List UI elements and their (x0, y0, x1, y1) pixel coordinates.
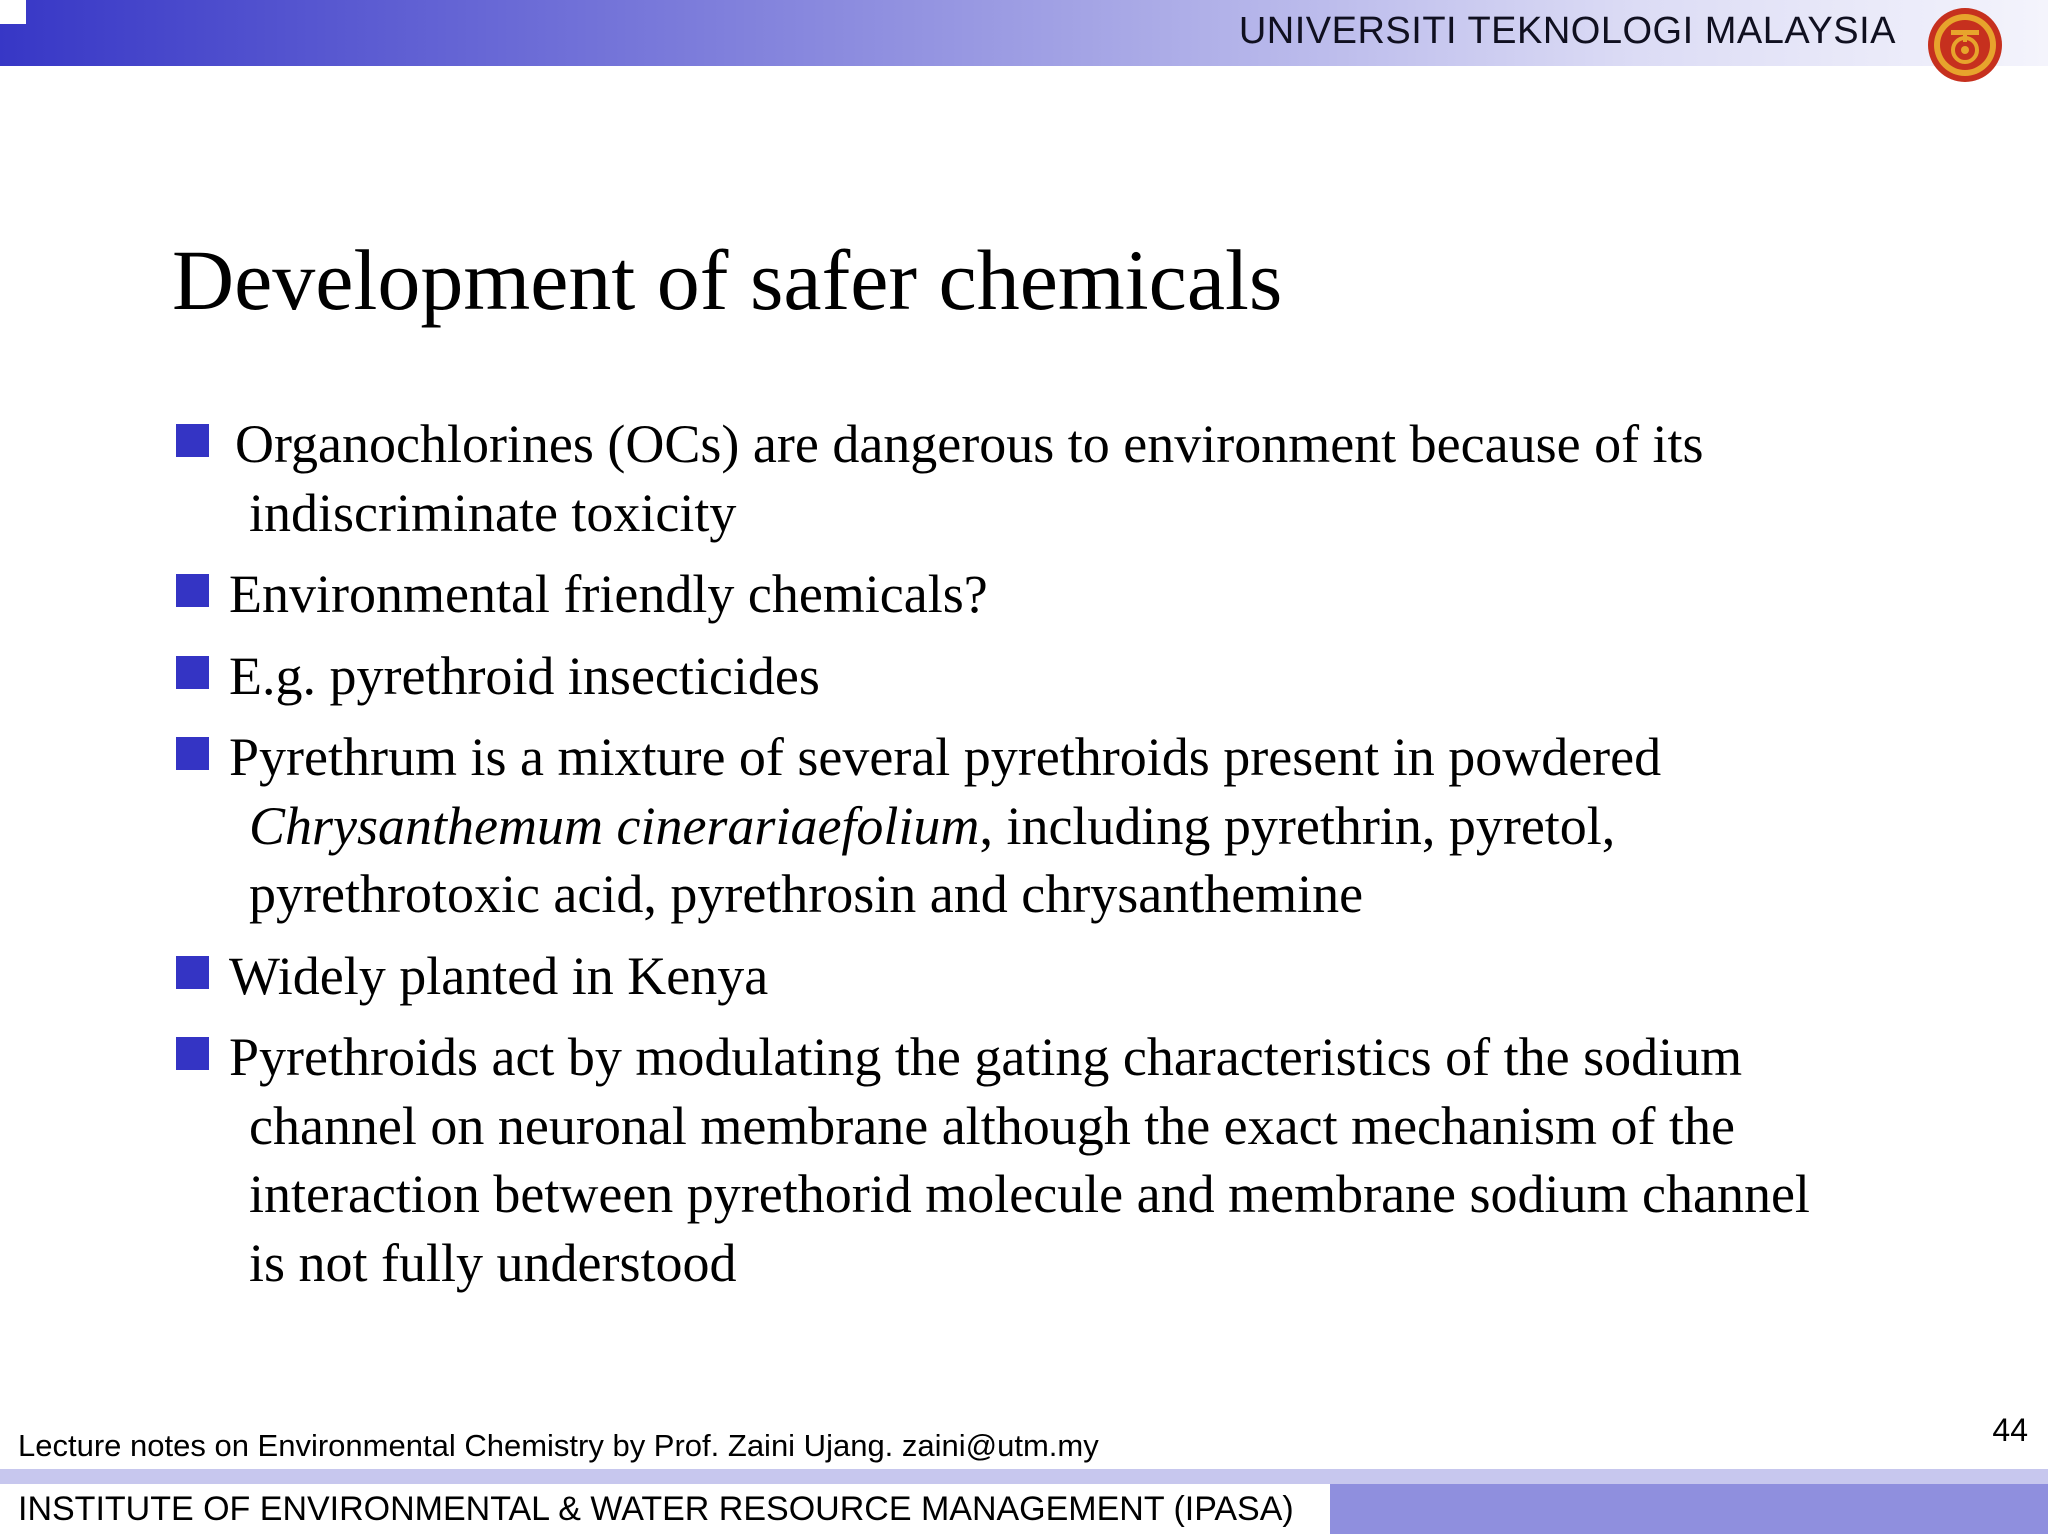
bullet-text: Widely planted in Kenya (229, 945, 769, 1006)
bullet-text: channel on neuronal membrane although the exact mechanism of the (249, 1095, 1735, 1156)
institute-name: INSTITUTE OF ENVIRONMENTAL & WATER RESOURCE MANAGEMENT (IPASA) (18, 1490, 1294, 1528)
bullet-item (176, 942, 1976, 1011)
bullet-text: is not fully understood (249, 1232, 737, 1293)
bullet-text: E.g. pyrethroid insecticides (229, 645, 820, 706)
bullet-text-line (229, 792, 1976, 861)
bullet-square-icon (176, 1037, 209, 1070)
bullet-item (176, 1023, 1976, 1297)
bullet-item (176, 723, 1976, 929)
bullet-item (176, 560, 1976, 629)
bullet-square-icon (176, 737, 209, 770)
bullet-text: interaction between pyrethorid molecule and membrane sodium channel (249, 1164, 1810, 1224)
bullet-square-icon (176, 424, 209, 457)
header-notch (0, 0, 26, 24)
species-name: Chrysanthemum cinerariaefolium (249, 795, 980, 856)
bullet-text: pyrethrotoxic acid, pyrethrosin and chrysanthemine (249, 864, 1364, 924)
footer-bar (0, 1469, 2048, 1484)
bullet-item (176, 410, 1976, 547)
bullet-text: Pyrethrum is a mixture of several pyrethroids present in powdered (229, 727, 1662, 787)
university-name: UNIVERSITI TEKNOLOGI MALAYSIA (1238, 10, 1896, 52)
footer-accent-bar (1330, 1484, 2048, 1534)
bullet-text: indiscriminate toxicity (249, 482, 737, 543)
bullet-square-icon (176, 574, 209, 607)
bullet-text: , including pyrethrin, pyretol, (979, 795, 1616, 856)
page-number: 44 (1992, 1412, 2028, 1448)
utm-crest-logo-icon (1926, 6, 2004, 84)
slide-title: Development of safer chemicals (172, 232, 1283, 328)
bullet-item (176, 642, 1976, 711)
lecture-notes-credit: Lecture notes on Environmental Chemistry by Prof. Zaini Ujang. zaini@utm.my (18, 1428, 1099, 1463)
bullet-text: Environmental friendly chemicals? (229, 564, 988, 624)
bullet-list (176, 410, 1976, 1310)
bullet-text: Pyrethroids act by modulating the gating characteristics of the sodium (229, 1027, 1743, 1087)
bullet-square-icon (176, 956, 209, 989)
bullet-square-icon (176, 656, 209, 689)
bullet-text: Organochlorines (OCs) are dangerous to environment because of its (235, 414, 1704, 474)
